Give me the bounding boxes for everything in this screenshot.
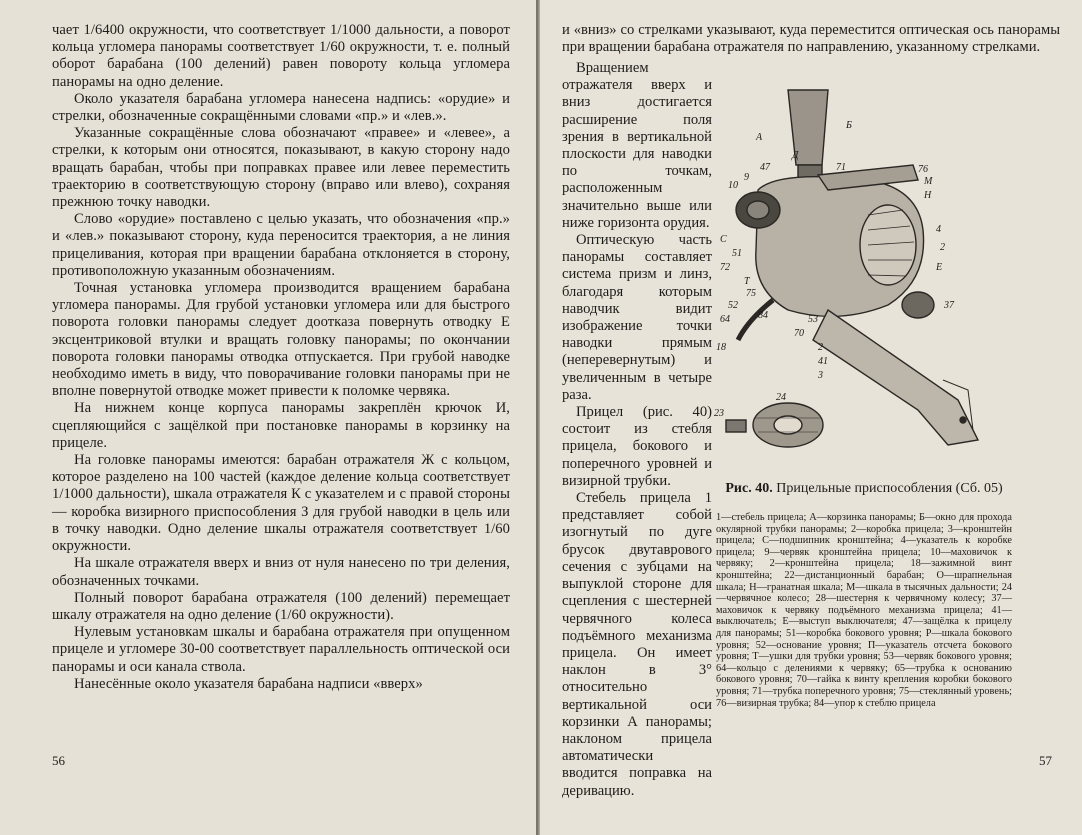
paragraph: Слово «орудие» поставлено с целью указать, что обозначения «пр.» и «лев.» показывают сторону, куда переносится траектория, а не линия прицеливания, которая при вращении барабана отклоняется в сторону, противоположную указанным обозначениям. <box>52 211 510 279</box>
figure-label: Т <box>744 276 750 287</box>
figure-label: 71 <box>836 162 846 173</box>
paragraph: На нижнем конце корпуса панорамы закреплён крючок И, сцепляющийся с защёлкой при постановке панорамы в корзинку на прицеле. <box>52 400 510 451</box>
figure-label: 23 <box>714 408 724 419</box>
paragraph: Точная установка угломера производится вращением барабана угломера панорамы. Для грубой установки угломера или для быстрого поворота головки панорамы следует доотказа повернуть отводку Е эксцентриковой втулки и вращать головку панорамы; по окончании поворота головки панорамы отводка отпускается. При грубой наводке необходимо иметь в виду, что поворачивание головки панорамы при не вполне повернутой отводке может привести к поломке червяка. <box>52 280 510 400</box>
figure-label: 10 <box>728 180 738 191</box>
figure-label: 9 <box>744 172 749 183</box>
figure-label: 64 <box>720 314 730 325</box>
page-number: 57 <box>1039 753 1052 768</box>
right-top-text <box>562 22 1060 56</box>
figure-label: М <box>924 176 933 187</box>
figure-label: 53 <box>808 314 818 325</box>
figure-label: Д <box>792 150 799 161</box>
figure-label: 37 <box>944 300 954 311</box>
left-page <box>0 0 536 835</box>
figure-caption-label: Рис. 40. <box>725 481 773 496</box>
figure-label: 75 <box>746 288 756 299</box>
figure-label: Н <box>924 190 932 201</box>
paragraph: чает 1/6400 окружности, что соответствует 1/1000 дальности, а поворот кольца угломера панорамы соответствует 1/60 окружности, т. е. полный оборот барабана (100 делений) равен повороту кольца угломера панорамы на одно деление. <box>52 22 510 90</box>
figure-label: 2 <box>940 242 945 253</box>
paragraph: Прицел (рис. 40) состоит из стебля прицела, бокового и поперечного уровней и визирной трубки. <box>562 404 712 489</box>
figure-label: 24 <box>776 392 786 403</box>
paragraph: На шкале отражателя вверх и вниз от нуля нанесено по три деления, обозначенных точками. <box>52 555 510 589</box>
figure-label: 3 <box>818 370 823 381</box>
figure-label: 52 <box>728 300 738 311</box>
figure-label: А <box>756 132 763 143</box>
paragraph: Полный поворот барабана отражателя (100 делений) перемещает шкалу отражателя на одно деление (1/60 окружности). <box>52 589 510 623</box>
figure-label: 84 <box>758 310 768 321</box>
figure-label: Е <box>936 262 943 273</box>
paragraph: Оптическую часть панорамы составляет система призм и линз, благодаря которым наводчик видит изображение точки наводки прямым (неперевернутым) и увеличенным в четыре раза. <box>562 232 712 403</box>
figure-label: Б <box>846 120 852 131</box>
paragraph: Указанные сокращённые слова обозначают «правее» и «левее», а стрелки, к которым они относятся, показывают, в какую сторону надо вращать барабан, чтобы при поправках правее или левее переместить траекторию в соответствующую сторону (вправо или влево), сохраняя прежнюю точку наводки. <box>52 125 510 211</box>
paragraph: Вращением отражателя вверх и вниз достигается расширение поля зрения в вертикальной плоскости для наводки по точкам, расположенным значительно выше или ниже горизонта орудия. <box>562 60 712 231</box>
figure-label: 70 <box>794 328 804 339</box>
paragraph: На головке панорамы имеются: барабан отражателя Ж с кольцом, которое разделено на 100 частей (каждое деление кольца соответствует 1/1000 дальности), шкала отражателя К с указателем и с правой стороны — коробка визирного приспособления З для грубой наводки в цель или в точку наводки. Одно деление шкалы отражателя соответствует 1/60 окружности. <box>52 452 510 555</box>
sight-figure-illustration <box>714 70 1008 470</box>
figure-legend: 1—стебель прицела; А—корзинка панорамы; Б—окно для прохода окулярной трубки панорамы; 2—коробка прицела; 3—кронштейн прицела; С—подшипник кронштейна; 4—указатель к коробке прицела; 9—червяк кронштейна прицела; 10—маховичок к червяку; 2—кронштейна прицела; 18—зажимной винт кронштейна; 22—дистанционный барабан; О—шрапнельная шкала; Н—гранатная шкала; М—шкала в тысячных дальности; 24—червячное колесо; 28—шестерня к червячному колесу; 37—маховичок к червяку подъёмного механизма прицела; 41—выключатель; Е—выступ выключателя; 47—защёлка к прицелу для панорамы; 51—коробка бокового уровня; Р—шкала бокового уровня; 52—основание уровня; П—указатель отсчета бокового уровня; Т—ушки для трубки уровня; 53—червяк бокового уровня; 64—кольцо с делениями к червяку; 65—трубка к основанию бокового уровня; 70—гайка к винту крепления коробки бокового уровня; 71—трубка поперечного уровня; 75—стеклянный уровень; 76—визирная трубка; 84—упор к стеблю прицела <box>716 512 1012 709</box>
figure-caption <box>716 481 1012 497</box>
paragraph: Около указателя барабана угломера нанесена надпись: «орудие» и стрелки, обозначенные сокращёнными словами «пр.» и «лев.». <box>52 90 510 125</box>
figure-label: 18 <box>716 342 726 353</box>
figure-label: 4 <box>936 224 941 235</box>
figure-caption-text: Прицельные приспособления (Сб. 05) <box>776 481 1003 496</box>
figure-label: 72 <box>720 262 730 273</box>
right-text-column <box>562 60 712 800</box>
figure-label: 2 <box>818 342 823 353</box>
figure-label: 47 <box>760 162 770 173</box>
right-page <box>540 0 1082 835</box>
figure-label: 51 <box>732 248 742 259</box>
paragraph: Стебель прицела 1 представляет собой изогнутый по дуге брусок двутаврового сечения с зубцами на выпуклой стороне для сцепления с шестерней червячного колеса подъёмного механизма прицела. Он имеет наклон в 3° относительно вертикальной оси корзинки А панорамы; наклоном прицела автоматически вводится поправка на деривацию. <box>562 490 712 799</box>
left-page-body <box>52 22 510 693</box>
paragraph: Нанесённые около указателя барабана надписи «вверх» <box>74 675 423 692</box>
figure-label: 76 <box>918 164 928 175</box>
figure-label: С <box>720 234 727 245</box>
paragraph: и «вниз» со стрелками указывают, куда переместится оптическая ось панорамы при вращении барабана отражателя по направлению, указанному стрелками. <box>562 22 1060 56</box>
paragraph: Нулевым установкам шкалы и барабана отражателя при опущенном прицеле и угломере 30-00 соответствует параллельность оптической оси панорамы и оси канала ствола. <box>52 624 510 675</box>
figure-label: 41 <box>818 356 828 367</box>
page-number: 56 <box>52 753 65 768</box>
